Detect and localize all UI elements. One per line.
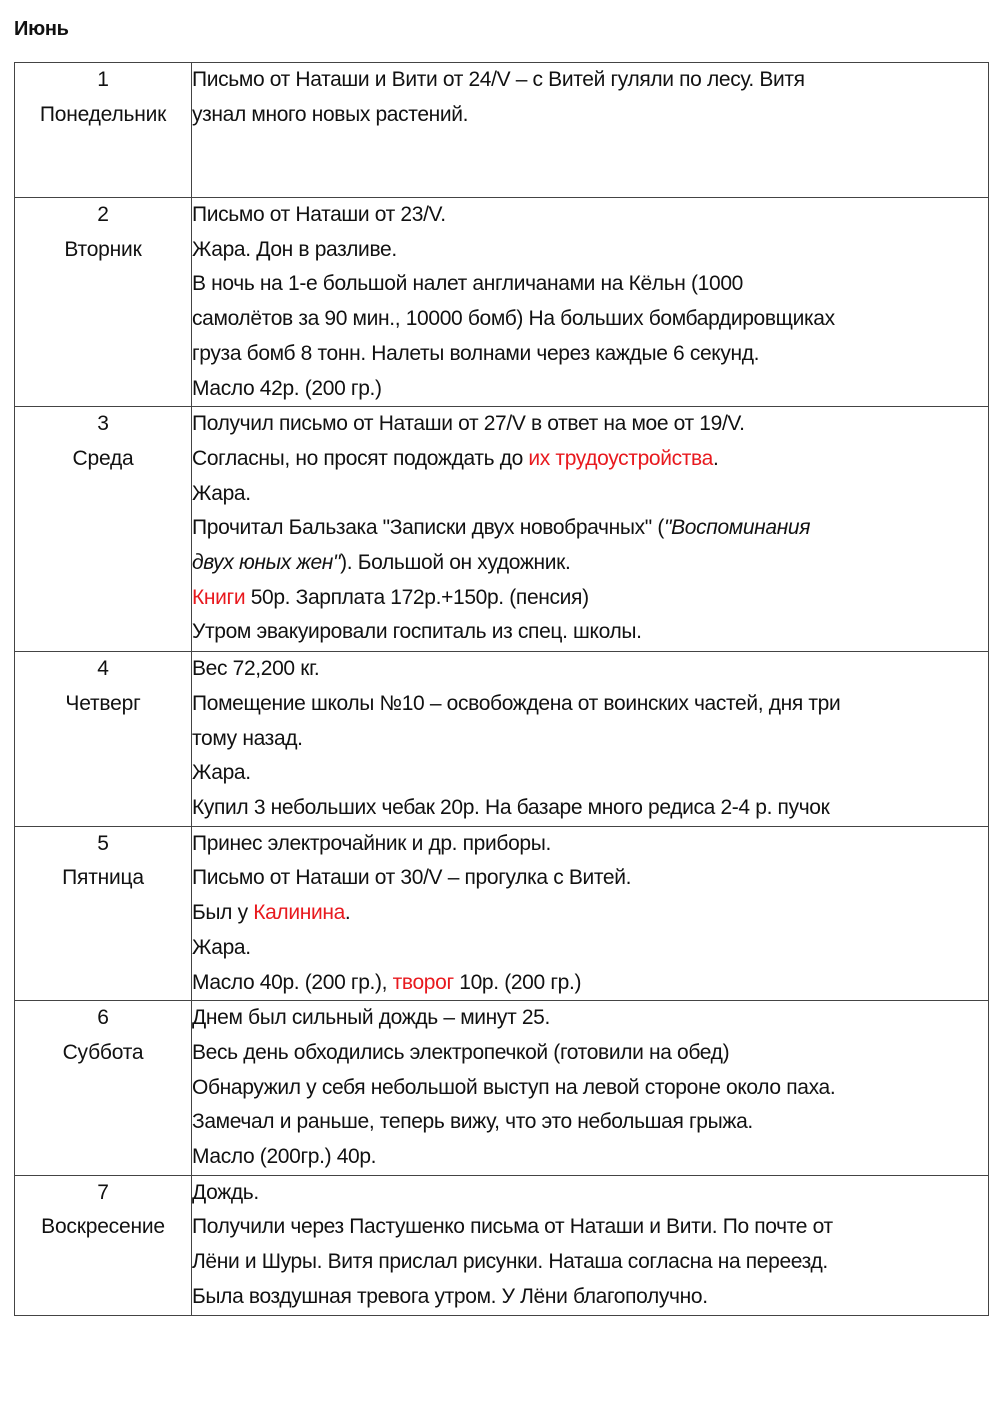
diary-row (15, 1175, 989, 1315)
weekday-name: Среда (72, 446, 134, 470)
entry-line (192, 896, 988, 931)
entry-line (192, 827, 988, 862)
entry-line (192, 511, 988, 546)
text-segment: Купил 3 небольших чебак 20р. На базаре много редиса 2-4 р. пучок (192, 796, 830, 820)
entry-line (192, 791, 988, 826)
diary-row (15, 407, 989, 652)
entry-line (192, 615, 988, 650)
text-segment: Принес электрочайник и др. приборы. (192, 831, 551, 855)
entry-line (192, 1210, 988, 1245)
entry-line (192, 1176, 988, 1211)
entry-line (192, 1036, 988, 1071)
text-segment: узнал много новых растений. (192, 102, 469, 126)
day-number: 5 (97, 831, 109, 855)
weekday-name: Суббота (62, 1040, 144, 1064)
entry-line (192, 407, 988, 442)
text-segment: . (344, 901, 351, 925)
weekday-name: Воскресение (41, 1215, 165, 1239)
entry-line (192, 652, 988, 687)
text-segment: Жара. Дон в разливе. (192, 237, 397, 261)
text-segment: Помещение школы №10 – освобождена от воинских частей, дня три (192, 691, 841, 715)
entry-line (192, 756, 988, 791)
weekday-name: Пятница (62, 866, 144, 890)
entry-text-cell (192, 826, 989, 1001)
text-segment: Был у (192, 901, 254, 925)
entry-line (192, 63, 988, 98)
entry-line (192, 477, 988, 512)
text-segment: ). Большой он художник. (340, 551, 571, 575)
day-cell (15, 198, 192, 407)
day-cell (15, 1175, 192, 1315)
entry-line (192, 233, 988, 268)
text-segment: самолётов за 90 мин., 10000 бомб) На больших бомбардировщиках (192, 307, 835, 331)
diary-row (15, 1001, 989, 1176)
text-segment: Лёни и Шуры. Витя прислал рисунки. Наташа согласна на переезд. (192, 1250, 828, 1274)
entry-line (192, 1001, 988, 1036)
entry-text-cell (192, 198, 989, 407)
text-segment: Письмо от Наташи и Вити от 24/V – с Витей гуляли по лесу. Витя (192, 68, 805, 91)
entry-line (192, 267, 988, 302)
text-segment: 50р. Зарплата 172р.+150р. (пенсия) (245, 585, 589, 609)
entry-line (192, 198, 988, 233)
text-segment: тому назад. (192, 726, 303, 750)
month-title: Июнь (14, 18, 69, 40)
entry-text-cell (192, 1175, 989, 1315)
entry-line (192, 722, 988, 757)
text-segment: Была воздушная тревога утром. У Лёни благополучно. (192, 1284, 708, 1308)
italic-text: двух юных жен" (192, 551, 341, 575)
text-segment: Замечал и раньше, теперь вижу, что это небольшая грыжа. (192, 1110, 753, 1134)
entry-line (192, 302, 988, 337)
weekday-name: Четверг (65, 691, 141, 715)
text-segment: Письмо от Наташи от 30/V – прогулка с Витей. (192, 866, 632, 890)
entry-line (192, 442, 988, 477)
text-segment: Жара. (192, 481, 251, 505)
text-segment: Получили через Пастушенко письма от Наташи и Вити. По почте от (192, 1215, 833, 1239)
day-cell (15, 1001, 192, 1176)
day-number: 2 (97, 203, 109, 226)
highlighted-text: творог (392, 970, 454, 994)
entry-text-cell (192, 63, 989, 198)
text-segment: Согласны, но просят подождать до (192, 446, 529, 470)
text-segment: Прочитал Бальзака "Записки двух новобрачных" ( (192, 516, 665, 540)
diary-row (15, 652, 989, 827)
text-segment: Масло 40р. (200 гр.), (192, 970, 393, 994)
entry-line (192, 1280, 988, 1315)
text-segment: Вес 72,200 кг. (192, 657, 320, 681)
text-segment: Жара. (192, 761, 251, 785)
day-cell (15, 652, 192, 827)
entry-text-cell (192, 407, 989, 652)
entry-line (192, 372, 988, 407)
entry-line (192, 1071, 988, 1106)
highlighted-text: Калинина (253, 901, 345, 925)
weekday-name: Вторник (64, 237, 142, 261)
entry-line (192, 546, 988, 581)
day-number: 7 (97, 1180, 109, 1204)
text-segment: Жара. (192, 935, 251, 959)
text-segment: . (712, 446, 719, 470)
entry-text-cell (192, 652, 989, 827)
highlighted-text: Книги (192, 585, 246, 609)
text-segment: В ночь на 1-е большой налет англичанами на Кёльн (1000 (192, 272, 743, 296)
day-cell (15, 407, 192, 652)
entry-line (192, 931, 988, 966)
text-segment: Масло 42р. (200 гр.) (192, 376, 382, 400)
diary-row (15, 826, 989, 1001)
day-number: 6 (97, 1006, 109, 1030)
entry-line (192, 861, 988, 896)
day-cell (15, 63, 192, 198)
entry-text-cell (192, 1001, 989, 1176)
day-number: 3 (97, 412, 109, 436)
text-segment: груза бомб 8 тонн. Налеты волнами через каждые 6 секунд. (192, 341, 760, 365)
entry-line (192, 337, 988, 372)
text-segment: Получил письмо от Наташи от 27/V в ответ на мое от 19/V. (192, 412, 745, 436)
text-segment: Дождь. (192, 1180, 259, 1204)
day-cell (15, 826, 192, 1001)
day-number: 4 (97, 657, 109, 681)
text-segment: Весь день обходились электропечкой (готовили на обед) (192, 1040, 730, 1064)
text-segment: Масло (200гр.) 40р. (192, 1145, 377, 1169)
highlighted-text: их трудоустройства (528, 446, 713, 470)
text-segment: Обнаружил у себя небольшой выступ на левой стороне около паха. (192, 1075, 836, 1099)
entry-line (192, 581, 988, 616)
entry-line (192, 1140, 988, 1175)
entry-line (192, 687, 988, 722)
diary-row (15, 198, 989, 407)
entry-line (192, 1245, 988, 1280)
italic-text: "Воспоминания (664, 516, 811, 540)
diary-row (15, 63, 989, 198)
entry-line (192, 98, 988, 133)
day-number: 1 (97, 68, 109, 91)
text-segment: Днем был сильный дождь – минут 25. (192, 1006, 550, 1030)
weekday-name: Понедельник (39, 102, 167, 126)
text-segment: Утром эвакуировали госпиталь из спец. школы. (192, 620, 642, 644)
diary-table (14, 62, 989, 1316)
entry-line (192, 1105, 988, 1140)
text-segment: Письмо от Наташи от 23/V. (192, 203, 446, 226)
text-segment: 10р. (200 гр.) (453, 970, 582, 994)
diary-table-body (15, 63, 989, 1316)
entry-line (192, 966, 988, 1001)
